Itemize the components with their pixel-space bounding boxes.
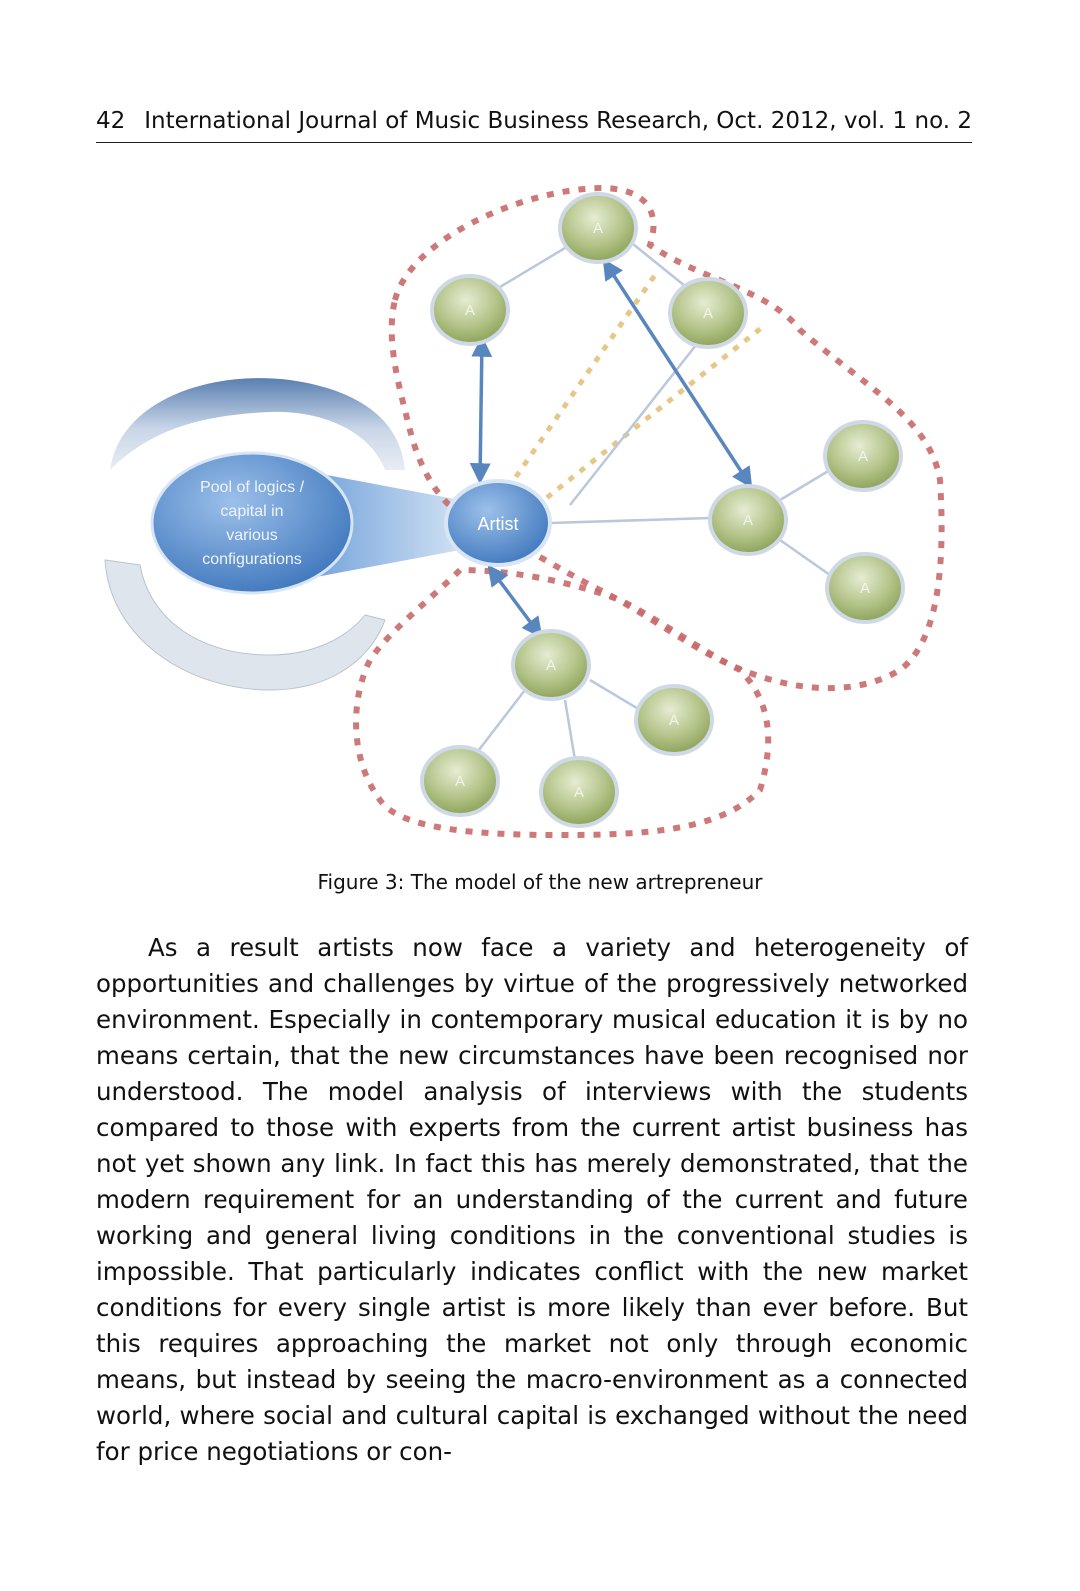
- pool-ellipse: [152, 453, 352, 593]
- body-paragraph: As a result artists now face a variety and heterogeneity of opportunities and challenges by virtue of the progressively networked environment. Especially in contemporary musical education it is by no means certain, that the new circumstances have been recognised nor understood. The model analysis of interviews with the students compared to those with experts from the current artist business has not yet shown any link. In fact this has merely demonstrated, that the modern requirement for an understanding of the current and future working and general living conditions in the conventional studies is impossible. That particularly indicates conflict with the new market conditions for every single artist is more likely than ever before. But this requires approaching the market not only through economic means, but instead by seeing the macro-environment as a connected world, where social and cultural capital is exchanged without the need for price negotiations or con-: [96, 933, 968, 1466]
- pool-label-line-1: Pool of logics /: [199, 479, 305, 496]
- link-a7-a8: [590, 680, 640, 710]
- page-number: 42: [96, 108, 126, 134]
- actor-label-a10: A: [573, 784, 585, 801]
- arrow-artist-a1: [480, 340, 482, 480]
- actor-label-a1: A: [464, 302, 476, 319]
- link-a7-a9: [475, 690, 525, 755]
- figure-caption: Figure 3: The model of the new artrepreneur: [317, 870, 763, 894]
- pool-label-line-4: configurations: [202, 551, 302, 568]
- pool-label-line-3: various: [226, 527, 278, 544]
- artist-label: Artist: [477, 514, 519, 534]
- actor-label-a2: A: [592, 220, 604, 237]
- actor-label-a6: A: [859, 580, 871, 597]
- link-a7-a10: [565, 700, 575, 760]
- pool-label-line-2: capital in: [220, 503, 284, 520]
- actor-label-a7: A: [545, 657, 557, 674]
- link-a5-a6: [780, 540, 830, 575]
- link-a1-a2: [495, 245, 570, 290]
- link-a3-a5: [570, 340, 700, 505]
- weak-link-2: [525, 325, 765, 515]
- weak-link-1: [500, 275, 655, 500]
- link-a5-a4: [780, 470, 830, 500]
- actor-label-a5: A: [742, 512, 754, 529]
- actor-label-a9: A: [454, 773, 466, 790]
- running-header: [96, 106, 972, 143]
- actor-label-a4: A: [857, 448, 869, 465]
- link-artist-a5: [550, 518, 710, 523]
- journal-title: International Journal of Music Business Research, Oct. 2012, vol. 1 no. 2: [144, 108, 972, 134]
- actor-label-a3: A: [702, 305, 714, 322]
- artrepreneur-diagram: [96, 172, 976, 862]
- actor-label-a8: A: [668, 712, 680, 729]
- body-text: [96, 930, 968, 1470]
- link-a2-a3: [628, 240, 690, 290]
